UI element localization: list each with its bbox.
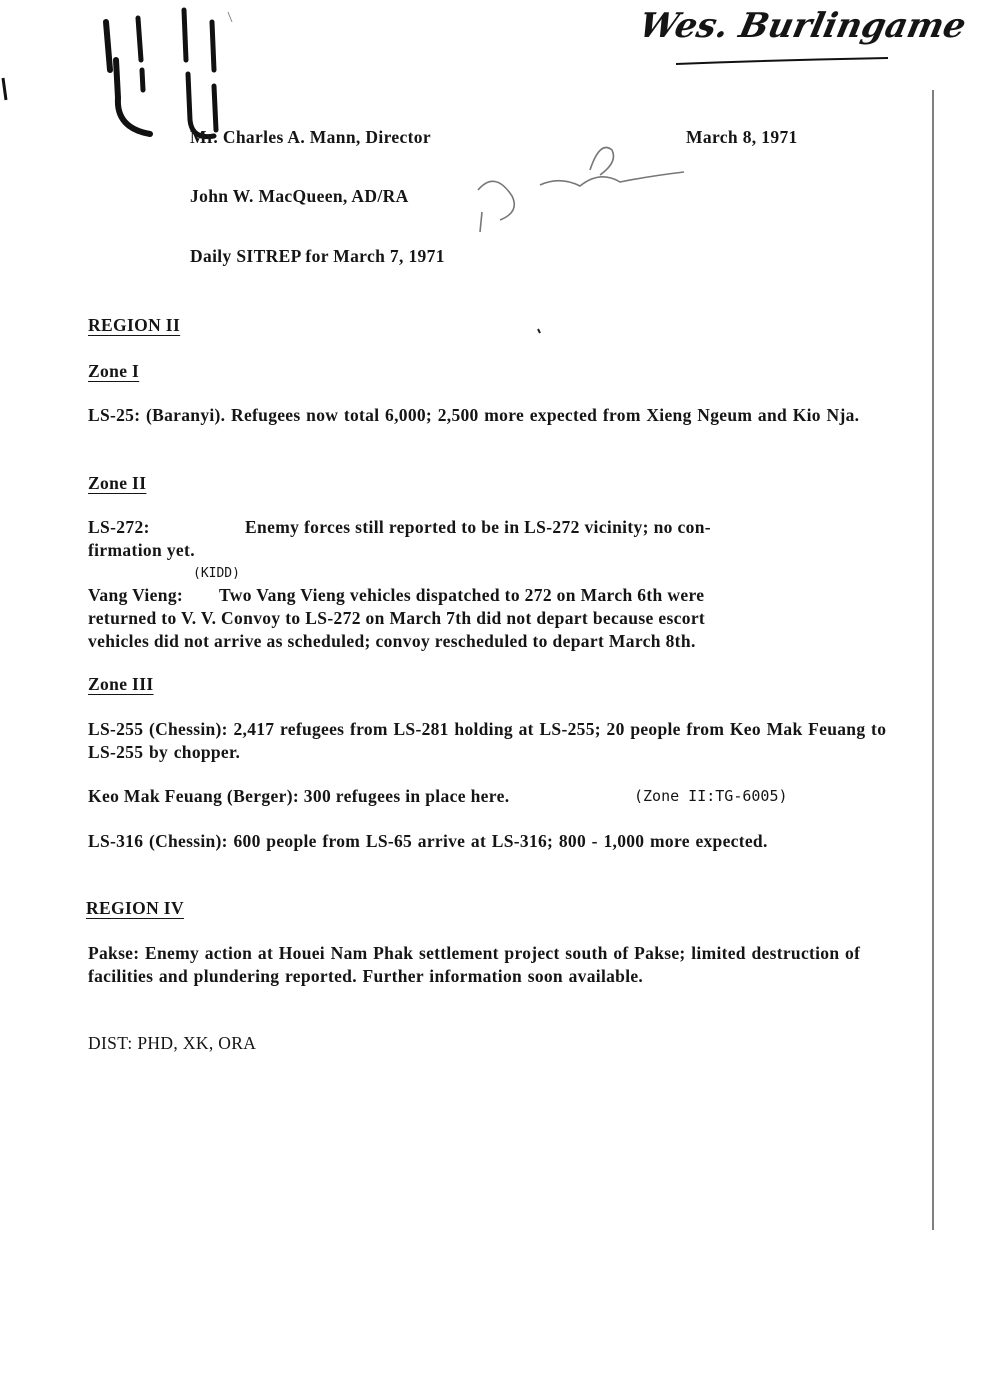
- zone2-vv-text2: returned to V. V. Convoy to LS-272 on March 7th did not depart because escort: [88, 608, 706, 628]
- zone2-kidd-annotation: (KIDD): [193, 566, 240, 581]
- zone3-keo-note: (Zone II:TG-6005): [634, 787, 788, 805]
- memo-subject: Daily SITREP for March 7, 1971: [190, 246, 445, 266]
- memo-from: John W. MacQueen, AD/RA: [190, 186, 409, 206]
- handwritten-loop-mark: [106, 22, 150, 134]
- zone3-ls316: LS-316 (Chessin): 600 people from LS-65 arrive at LS-316; 800 - 1,000 more expected.: [88, 831, 768, 851]
- zone1-heading: Zone I: [88, 361, 140, 381]
- zone2-ls272-label: LS-272:: [88, 517, 150, 537]
- region2-heading: REGION II: [88, 315, 181, 335]
- zone3-keo: Keo Mak Feuang (Berger): 300 refugees in place here.: [88, 786, 510, 806]
- zone3-heading: Zone III: [88, 674, 154, 694]
- region4-heading: REGION IV: [86, 898, 184, 918]
- distribution-line: DIST: PHD, XK, ORA: [88, 1033, 257, 1053]
- initials-scribble: [478, 148, 684, 233]
- signature-underline: [676, 58, 888, 64]
- memo-date: March 8, 1971: [686, 127, 798, 147]
- zone2-ls272-text2: firmation yet.: [88, 540, 195, 560]
- zone3-ls255: LS-255 (Chessin): 2,417 refugees from LS-281 holding at LS-255; 20 people from Keo Mak Feuang to LS-255 by chopper.: [88, 719, 887, 762]
- handwritten-signature: Wes. Burlingame: [635, 6, 970, 46]
- memo-to: Mr. Charles A. Mann, Director: [190, 127, 432, 147]
- region4-pakse: Pakse: Enemy action at Houei Nam Phak settlement project south of Pakse; limited destruction of facilities and plundering reported. Further information soon available.: [88, 943, 861, 986]
- zone2-heading: Zone II: [88, 473, 147, 493]
- zone2-vv-label: Vang Vieng:: [88, 585, 184, 605]
- handwritten-line-mark: [184, 10, 216, 137]
- zone2-vv-text: Two Vang Vieng vehicles dispatched to 272 on March 6th were: [219, 585, 705, 605]
- zone1-ls25: LS-25: (Baranyi). Refugees now total 6,000; 2,500 more expected from Xieng Ngeum and Kio Nja.: [88, 405, 860, 425]
- zone2-vv-text3: vehicles did not arrive as scheduled; convoy rescheduled to depart March 8th.: [88, 631, 696, 651]
- zone2-ls272-text: Enemy forces still reported to be in LS-272 vicinity; no con-: [245, 517, 711, 537]
- edge-mark: [3, 78, 6, 100]
